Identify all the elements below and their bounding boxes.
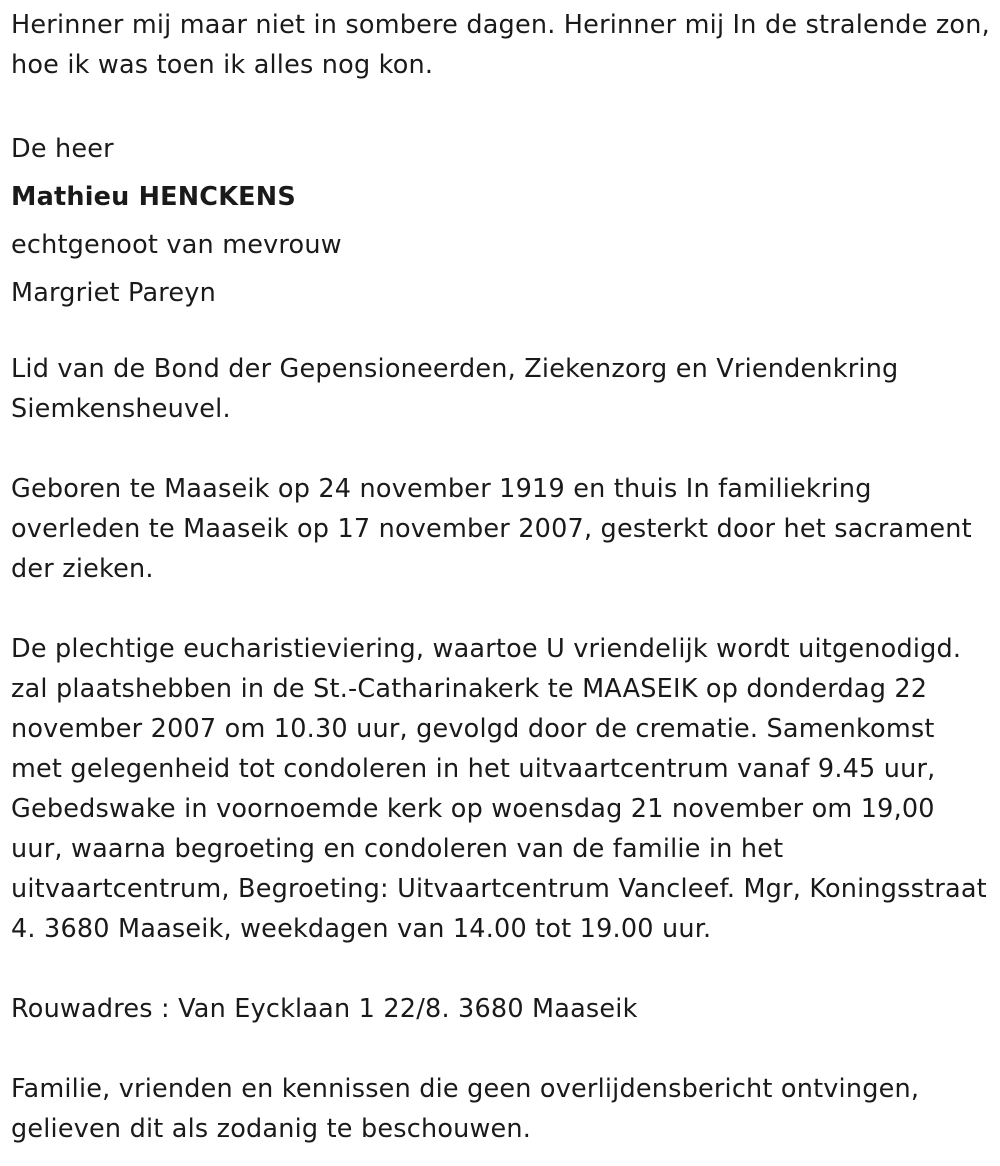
membership-paragraph: Lid van de Bond der Gepensioneerden, Ziekenzorg en Vriendenkring Siemkensheuvel. — [11, 354, 907, 424]
spacer — [11, 949, 990, 989]
spacer — [11, 1029, 990, 1069]
motto-paragraph: Herinner mij maar niet in sombere dagen. Herinner mij In de stralende zon, hoe ik was toen ik alles nog kon. — [11, 10, 999, 80]
spacer — [11, 85, 990, 125]
spacer — [11, 429, 990, 469]
salutation: De heer — [11, 134, 114, 164]
spouse-intro: echtgenoot van mevrouw — [11, 230, 342, 260]
ceremony-paragraph: De plechtige eucharistieviering, waartoe U vriendelijk wordt uitgenodigd. zal plaatshebben in de St.-Catharinakerk te MAASEIK op donderdag 22 november 2007 om 10.30 uur, gevolgd door de crematie. Samenkomst met gelegenheid tot condoleren in het uitvaartcentrum vanaf 9.45 uur, Gebedswake in voornoemde kerk op woensdag 21 november om 19,00 uur, waarna begroeting en condoleren van de familie in het uitvaartcentrum, Begroeting: Uitvaartcentrum Vancleef. Mgr, Koningsstraat 4. 3680 Maaseik, weekdagen van 14.00 tot 19.00 uur. — [11, 634, 996, 944]
closing-note: Familie, vrienden en kennissen die geen overlijdensbericht ontvingen, gelieven dit als zodanig te beschouwen. — [11, 1074, 928, 1144]
spacer — [11, 589, 990, 629]
spacer — [11, 317, 990, 349]
birth-death-paragraph: Geboren te Maaseik op 24 november 1919 en thuis In familiekring overleden te Maaseik op 17 november 2007, gesterkt door het sacrament der zieken. — [11, 474, 981, 584]
deceased-name: Mathieu HENCKENS — [11, 182, 296, 212]
mourning-address: Rouwadres : Van Eycklaan 1 22/8. 3680 Maaseik — [11, 994, 638, 1024]
spouse-name: Margriet Pareyn — [11, 278, 216, 308]
